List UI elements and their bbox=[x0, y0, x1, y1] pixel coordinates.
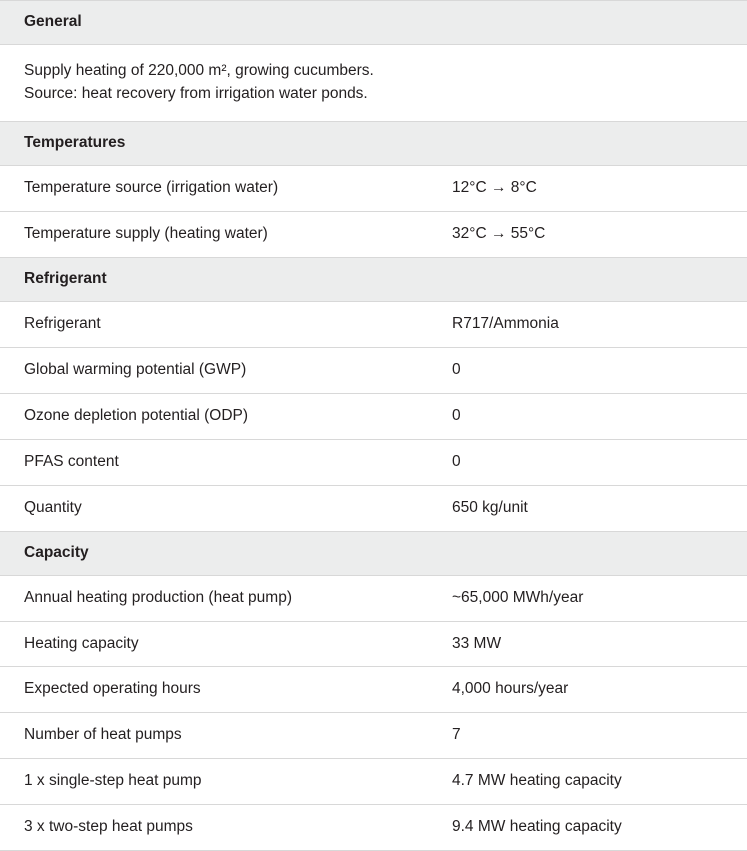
table-row bbox=[0, 667, 747, 713]
section-heading: Temperatures bbox=[24, 134, 126, 152]
row-label: Annual heating production (heat pump) bbox=[24, 588, 292, 606]
row-label: Quantity bbox=[24, 498, 82, 516]
row-label: Heating capacity bbox=[24, 634, 139, 652]
section-heading: General bbox=[24, 13, 82, 30]
section-heading-value bbox=[452, 258, 747, 301]
section-note bbox=[0, 45, 747, 123]
row-value: 4,000 hours/year bbox=[452, 680, 569, 698]
row-value: ~65,000 MWh/year bbox=[452, 588, 584, 606]
table-row bbox=[0, 302, 747, 348]
section-heading: Refrigerant bbox=[24, 270, 107, 288]
section-header-row bbox=[0, 0, 747, 45]
row-value: 0 bbox=[452, 361, 461, 379]
section-header-row bbox=[0, 532, 747, 576]
section-header-row bbox=[0, 122, 747, 166]
section-heading: Capacity bbox=[24, 543, 89, 561]
row-value: 7 bbox=[452, 726, 461, 744]
table-row bbox=[0, 348, 747, 394]
table-row bbox=[0, 805, 747, 851]
section-header-row bbox=[0, 258, 747, 302]
table-row bbox=[0, 576, 747, 622]
row-value: 4.7 MW heating capacity bbox=[452, 772, 622, 790]
section-note-line: Source: heat recovery from irrigation water ponds. bbox=[24, 85, 368, 103]
row-value: 9.4 MW heating capacity bbox=[452, 818, 622, 836]
row-label: 3 x two-step heat pumps bbox=[24, 818, 193, 836]
row-label: Global warming potential (GWP) bbox=[24, 361, 247, 379]
section-heading-value bbox=[452, 1, 747, 44]
row-value: 650 kg/unit bbox=[452, 498, 528, 516]
row-label: Temperature supply (heating water) bbox=[24, 225, 268, 243]
row-label: Refrigerant bbox=[24, 315, 101, 333]
row-label: Expected operating hours bbox=[24, 680, 201, 698]
row-value: R717/Ammonia bbox=[452, 315, 559, 333]
row-label: PFAS content bbox=[24, 452, 119, 470]
row-value: 12°C → 8°C bbox=[452, 179, 537, 197]
section-heading-value bbox=[452, 122, 747, 165]
section-note-line: Supply heating of 220,000 m², growing cucumbers. bbox=[24, 61, 374, 79]
table-row bbox=[0, 212, 747, 258]
row-value: 33 MW bbox=[452, 634, 502, 652]
table-row bbox=[0, 394, 747, 440]
table-row bbox=[0, 166, 747, 212]
table-row bbox=[0, 713, 747, 759]
section-heading-value bbox=[452, 532, 747, 575]
row-label: Number of heat pumps bbox=[24, 726, 182, 744]
table-row bbox=[0, 622, 747, 668]
row-value: 0 bbox=[452, 452, 461, 470]
table-row bbox=[0, 440, 747, 486]
row-label: Ozone depletion potential (ODP) bbox=[24, 406, 249, 424]
row-value: 32°C → 55°C bbox=[452, 225, 546, 243]
table-row bbox=[0, 759, 747, 805]
row-value: 0 bbox=[452, 406, 461, 424]
row-label: Temperature source (irrigation water) bbox=[24, 179, 279, 197]
table-row bbox=[0, 486, 747, 532]
row-label: 1 x single-step heat pump bbox=[24, 772, 202, 790]
